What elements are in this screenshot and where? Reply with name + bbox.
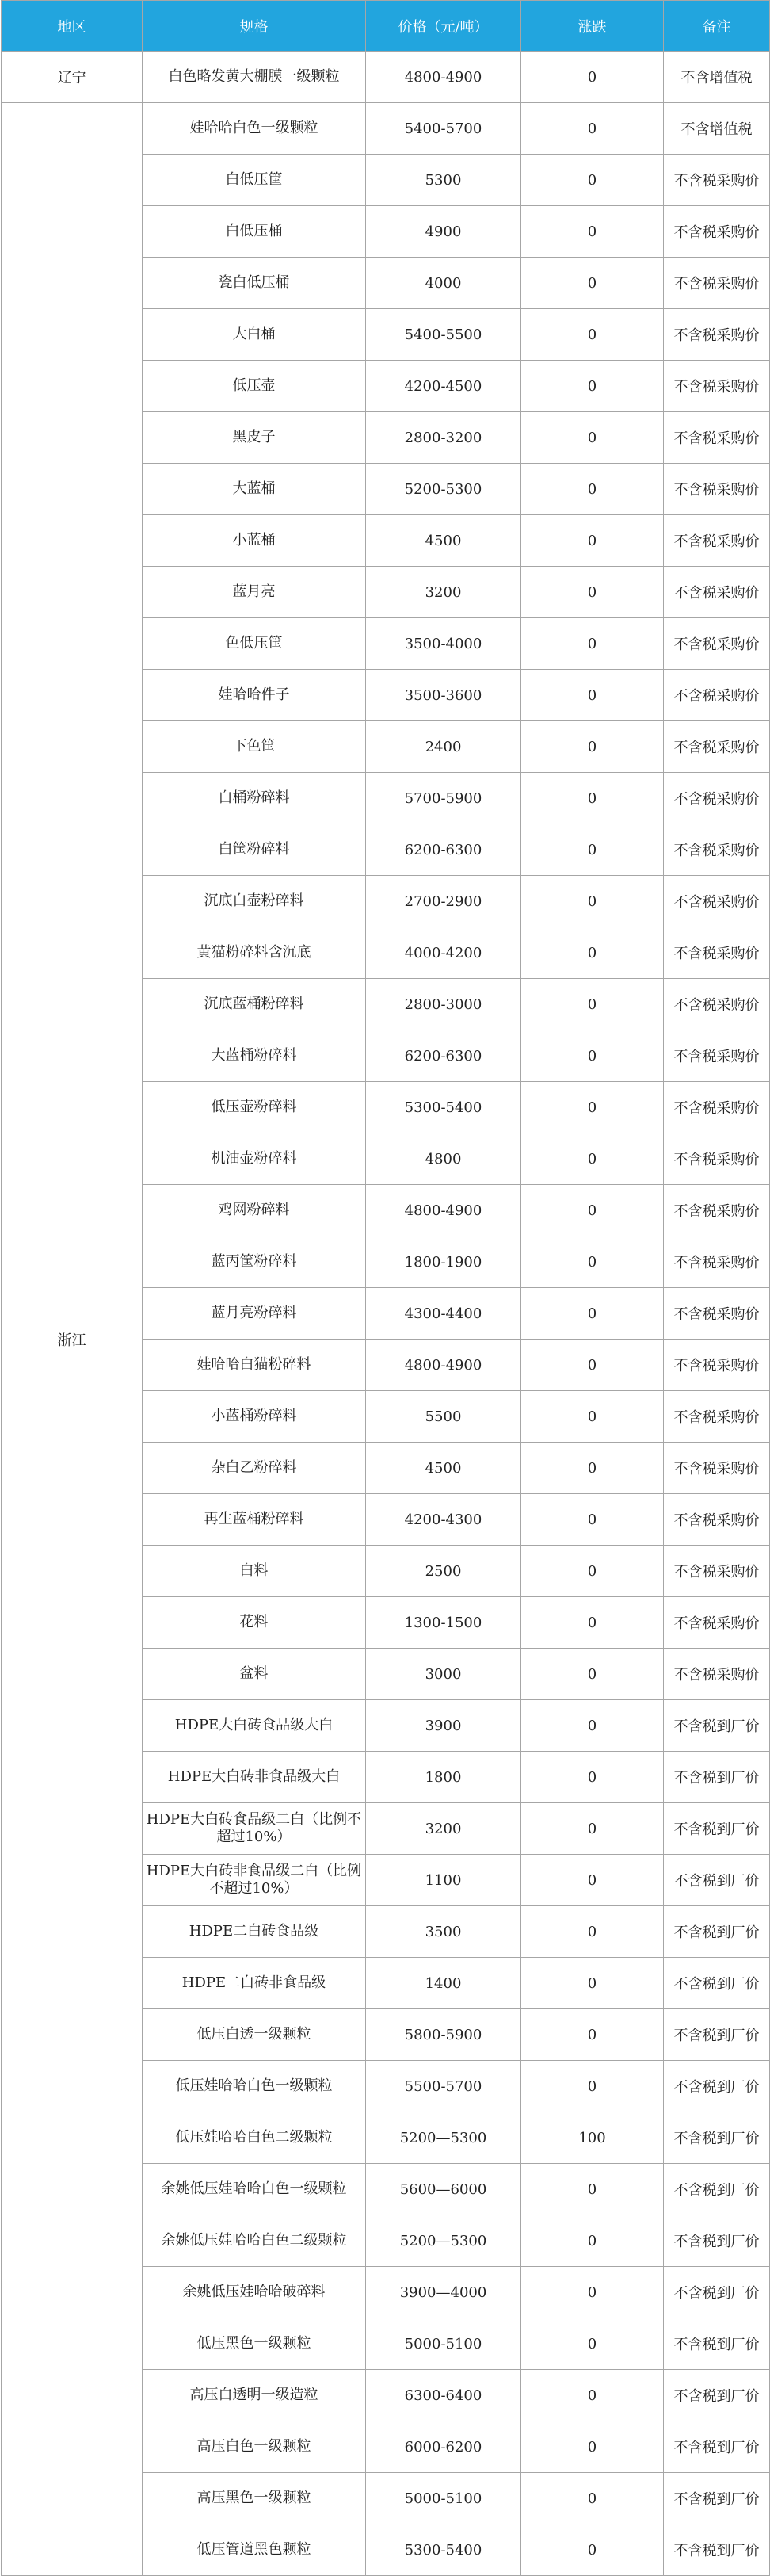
price-cell: 5700-5900: [366, 773, 521, 824]
price-cell: 1300-1500: [366, 1597, 521, 1649]
note-cell: 不含税采购价: [664, 1082, 770, 1133]
spec-cell: 蓝月亮: [143, 567, 366, 618]
change-cell: 0: [521, 2009, 664, 2061]
note-cell: 不含税采购价: [664, 464, 770, 515]
note-cell: 不含税采购价: [664, 155, 770, 206]
change-cell: 0: [521, 103, 664, 155]
spec-cell: 小蓝桶: [143, 515, 366, 567]
change-cell: 0: [521, 1236, 664, 1288]
change-cell: 0: [521, 876, 664, 927]
change-cell: 0: [521, 927, 664, 979]
price-cell: 4800-4900: [366, 1340, 521, 1391]
price-cell: 3900: [366, 1700, 521, 1752]
note-cell: 不含税采购价: [664, 824, 770, 876]
price-cell: 1800-1900: [366, 1236, 521, 1288]
note-cell: 不含税到厂价: [664, 2421, 770, 2473]
price-cell: 4500: [366, 1443, 521, 1494]
change-cell: 0: [521, 464, 664, 515]
change-cell: 0: [521, 1494, 664, 1546]
change-cell: 0: [521, 1752, 664, 1803]
spec-cell: 小蓝桶粉碎料: [143, 1391, 366, 1443]
note-cell: 不含税采购价: [664, 258, 770, 309]
change-cell: 100: [521, 2112, 664, 2164]
note-cell: 不含税采购价: [664, 1649, 770, 1700]
note-cell: 不含税到厂价: [664, 1700, 770, 1752]
spec-cell: 高压白透明一级造粒: [143, 2370, 366, 2421]
note-cell: 不含税采购价: [664, 979, 770, 1030]
price-cell: 4200-4500: [366, 361, 521, 412]
note-cell: 不含税采购价: [664, 1443, 770, 1494]
price-cell: 4000: [366, 258, 521, 309]
column-header-change: 涨跌: [521, 1, 664, 52]
price-cell: 1400: [366, 1958, 521, 2009]
price-cell: 4300-4400: [366, 1288, 521, 1340]
spec-cell: 大蓝桶: [143, 464, 366, 515]
spec-cell: 低压管道黑色颗粒: [143, 2524, 366, 2576]
region-cell: 辽宁: [2, 52, 143, 103]
price-cell: 3200: [366, 567, 521, 618]
region-cell: 浙江: [2, 103, 143, 2576]
price-cell: 2700-2900: [366, 876, 521, 927]
spec-cell: 白色略发黄大棚膜一级颗粒: [143, 52, 366, 103]
note-cell: 不含税采购价: [664, 309, 770, 361]
spec-cell: 高压白色一级颗粒: [143, 2421, 366, 2473]
spec-cell: 再生蓝桶粉碎料: [143, 1494, 366, 1546]
spec-cell: 娃哈哈白猫粉碎料: [143, 1340, 366, 1391]
note-cell: 不含税到厂价: [664, 2061, 770, 2112]
spec-cell: 低压黑色一级颗粒: [143, 2318, 366, 2370]
note-cell: 不含税采购价: [664, 1030, 770, 1082]
change-cell: 0: [521, 155, 664, 206]
change-cell: 0: [521, 1958, 664, 2009]
spec-cell: HDPE大白砖非食品级大白: [143, 1752, 366, 1803]
price-cell: 4800-4900: [366, 52, 521, 103]
change-cell: 0: [521, 412, 664, 464]
note-cell: 不含税到厂价: [664, 2370, 770, 2421]
note-cell: 不含税采购价: [664, 1391, 770, 1443]
change-cell: 0: [521, 1340, 664, 1391]
spec-cell: 色低压筐: [143, 618, 366, 670]
spec-cell: HDPE二白砖非食品级: [143, 1958, 366, 2009]
change-cell: 0: [521, 773, 664, 824]
price-cell: 6000-6200: [366, 2421, 521, 2473]
spec-cell: 低压娃哈哈白色二级颗粒: [143, 2112, 366, 2164]
spec-cell: 白低压桶: [143, 206, 366, 258]
table-body: [2, 52, 770, 2576]
spec-cell: 白低压筐: [143, 155, 366, 206]
table-header: [2, 1, 770, 52]
note-cell: 不含税采购价: [664, 1133, 770, 1185]
note-cell: 不含税到厂价: [664, 2318, 770, 2370]
note-cell: 不含税到厂价: [664, 2473, 770, 2524]
change-cell: 0: [521, 1597, 664, 1649]
note-cell: 不含税到厂价: [664, 2164, 770, 2215]
change-cell: 0: [521, 258, 664, 309]
price-cell: 3000: [366, 1649, 521, 1700]
spec-cell: 余姚低压娃哈哈白色二级颗粒: [143, 2215, 366, 2267]
change-cell: 0: [521, 2164, 664, 2215]
price-cell: 5600—6000: [366, 2164, 521, 2215]
note-cell: 不含税到厂价: [664, 2112, 770, 2164]
price-cell: 6200-6300: [366, 1030, 521, 1082]
table-row: [2, 103, 770, 155]
price-cell: 5300-5400: [366, 1082, 521, 1133]
price-cell: 1100: [366, 1855, 521, 1906]
change-cell: 0: [521, 670, 664, 721]
price-cell: 5500-5700: [366, 2061, 521, 2112]
price-cell: 5300-5400: [366, 2524, 521, 2576]
note-cell: 不含税到厂价: [664, 2009, 770, 2061]
change-cell: 0: [521, 2370, 664, 2421]
price-cell: 2800-3200: [366, 412, 521, 464]
column-header-note: 备注: [664, 1, 770, 52]
note-cell: 不含税采购价: [664, 721, 770, 773]
price-cell: 2500: [366, 1546, 521, 1597]
change-cell: 0: [521, 2318, 664, 2370]
spec-cell: 余姚低压娃哈哈白色一级颗粒: [143, 2164, 366, 2215]
change-cell: 0: [521, 1185, 664, 1236]
column-header-spec: 规格: [143, 1, 366, 52]
note-cell: 不含税采购价: [664, 567, 770, 618]
spec-cell: 大白桶: [143, 309, 366, 361]
note-cell: 不含税采购价: [664, 1494, 770, 1546]
price-cell: 5400-5500: [366, 309, 521, 361]
note-cell: 不含税到厂价: [664, 1855, 770, 1906]
spec-cell: 花料: [143, 1597, 366, 1649]
change-cell: 0: [521, 361, 664, 412]
change-cell: 0: [521, 567, 664, 618]
spec-cell: 蓝月亮粉碎料: [143, 1288, 366, 1340]
change-cell: 0: [521, 979, 664, 1030]
note-cell: 不含税采购价: [664, 515, 770, 567]
note-cell: 不含税采购价: [664, 618, 770, 670]
note-cell: 不含税采购价: [664, 876, 770, 927]
note-cell: 不含税采购价: [664, 670, 770, 721]
price-cell: 3500-4000: [366, 618, 521, 670]
price-cell: 4500: [366, 515, 521, 567]
price-cell: 2800-3000: [366, 979, 521, 1030]
price-cell: 5000-5100: [366, 2318, 521, 2370]
change-cell: 0: [521, 1855, 664, 1906]
price-cell: 2400: [366, 721, 521, 773]
spec-cell: 蓝丙筐粉碎料: [143, 1236, 366, 1288]
price-cell: 6300-6400: [366, 2370, 521, 2421]
spec-cell: 盆料: [143, 1649, 366, 1700]
note-cell: 不含增值税: [664, 103, 770, 155]
spec-cell: 瓷白低压桶: [143, 258, 366, 309]
column-header-region: 地区: [2, 1, 143, 52]
change-cell: 0: [521, 1133, 664, 1185]
spec-cell: 下色筐: [143, 721, 366, 773]
price-cell: 5400-5700: [366, 103, 521, 155]
spec-cell: HDPE大白砖食品级二白（比例不超过10%）: [143, 1803, 366, 1855]
price-cell: 5300: [366, 155, 521, 206]
note-cell: 不含税采购价: [664, 412, 770, 464]
note-cell: 不含增值税: [664, 52, 770, 103]
note-cell: 不含税采购价: [664, 1185, 770, 1236]
spec-cell: 沉底白壶粉碎料: [143, 876, 366, 927]
note-cell: 不含税采购价: [664, 927, 770, 979]
spec-cell: 黄猫粉碎料含沉底: [143, 927, 366, 979]
note-cell: 不含税到厂价: [664, 1906, 770, 1958]
change-cell: 0: [521, 2524, 664, 2576]
note-cell: 不含税采购价: [664, 1546, 770, 1597]
spec-cell: 沉底蓝桶粉碎料: [143, 979, 366, 1030]
price-cell: 4000-4200: [366, 927, 521, 979]
change-cell: 0: [521, 515, 664, 567]
change-cell: 0: [521, 721, 664, 773]
spec-cell: HDPE二白砖食品级: [143, 1906, 366, 1958]
price-cell: 4800-4900: [366, 1185, 521, 1236]
spec-cell: 高压黑色一级颗粒: [143, 2473, 366, 2524]
note-cell: 不含税到厂价: [664, 2215, 770, 2267]
price-cell: 4200-4300: [366, 1494, 521, 1546]
spec-cell: 娃哈哈件子: [143, 670, 366, 721]
change-cell: 0: [521, 1546, 664, 1597]
price-cell: 5200—5300: [366, 2215, 521, 2267]
note-cell: 不含税采购价: [664, 1236, 770, 1288]
change-cell: 0: [521, 206, 664, 258]
change-cell: 0: [521, 1649, 664, 1700]
price-cell: 5800-5900: [366, 2009, 521, 2061]
price-table: [1, 0, 770, 2576]
spec-cell: 杂白乙粉碎料: [143, 1443, 366, 1494]
spec-cell: 鸡网粉碎料: [143, 1185, 366, 1236]
note-cell: 不含税采购价: [664, 1288, 770, 1340]
note-cell: 不含税采购价: [664, 206, 770, 258]
spec-cell: 低压白透一级颗粒: [143, 2009, 366, 2061]
change-cell: 0: [521, 618, 664, 670]
change-cell: 0: [521, 2421, 664, 2473]
price-cell: 5200—5300: [366, 2112, 521, 2164]
spec-cell: 低压娃哈哈白色一级颗粒: [143, 2061, 366, 2112]
spec-cell: HDPE大白砖非食品级二白（比例不超过10%）: [143, 1855, 366, 1906]
change-cell: 0: [521, 824, 664, 876]
note-cell: 不含税到厂价: [664, 2267, 770, 2318]
change-cell: 0: [521, 1906, 664, 1958]
change-cell: 0: [521, 1082, 664, 1133]
spec-cell: HDPE大白砖食品级大白: [143, 1700, 366, 1752]
spec-cell: 白料: [143, 1546, 366, 1597]
price-cell: 5200-5300: [366, 464, 521, 515]
change-cell: 0: [521, 309, 664, 361]
price-cell: 3500-3600: [366, 670, 521, 721]
header-row: [2, 1, 770, 52]
change-cell: 0: [521, 1443, 664, 1494]
table-row: [2, 52, 770, 103]
spec-cell: 余姚低压娃哈哈破碎料: [143, 2267, 366, 2318]
change-cell: 0: [521, 1803, 664, 1855]
price-cell: 3900—4000: [366, 2267, 521, 2318]
column-header-price: 价格（元/吨）: [366, 1, 521, 52]
spec-cell: 白筐粉碎料: [143, 824, 366, 876]
change-cell: 0: [521, 2473, 664, 2524]
spec-cell: 黑皮子: [143, 412, 366, 464]
change-cell: 0: [521, 2061, 664, 2112]
note-cell: 不含税到厂价: [664, 1803, 770, 1855]
spec-cell: 低压壶: [143, 361, 366, 412]
price-cell: 3200: [366, 1803, 521, 1855]
price-cell: 5500: [366, 1391, 521, 1443]
change-cell: 0: [521, 1700, 664, 1752]
change-cell: 0: [521, 52, 664, 103]
spec-cell: 白桶粉碎料: [143, 773, 366, 824]
change-cell: 0: [521, 2267, 664, 2318]
spec-cell: 大蓝桶粉碎料: [143, 1030, 366, 1082]
price-cell: 1800: [366, 1752, 521, 1803]
note-cell: 不含税到厂价: [664, 2524, 770, 2576]
price-cell: 4800: [366, 1133, 521, 1185]
change-cell: 0: [521, 1288, 664, 1340]
price-cell: 3500: [366, 1906, 521, 1958]
spec-cell: 机油壶粉碎料: [143, 1133, 366, 1185]
note-cell: 不含税到厂价: [664, 1752, 770, 1803]
change-cell: 0: [521, 1391, 664, 1443]
price-cell: 6200-6300: [366, 824, 521, 876]
change-cell: 0: [521, 2215, 664, 2267]
note-cell: 不含税采购价: [664, 1597, 770, 1649]
note-cell: 不含税到厂价: [664, 1958, 770, 2009]
spec-cell: 低压壶粉碎料: [143, 1082, 366, 1133]
change-cell: 0: [521, 1030, 664, 1082]
note-cell: 不含税采购价: [664, 1340, 770, 1391]
price-cell: 4900: [366, 206, 521, 258]
note-cell: 不含税采购价: [664, 773, 770, 824]
price-cell: 5000-5100: [366, 2473, 521, 2524]
spec-cell: 娃哈哈白色一级颗粒: [143, 103, 366, 155]
note-cell: 不含税采购价: [664, 361, 770, 412]
